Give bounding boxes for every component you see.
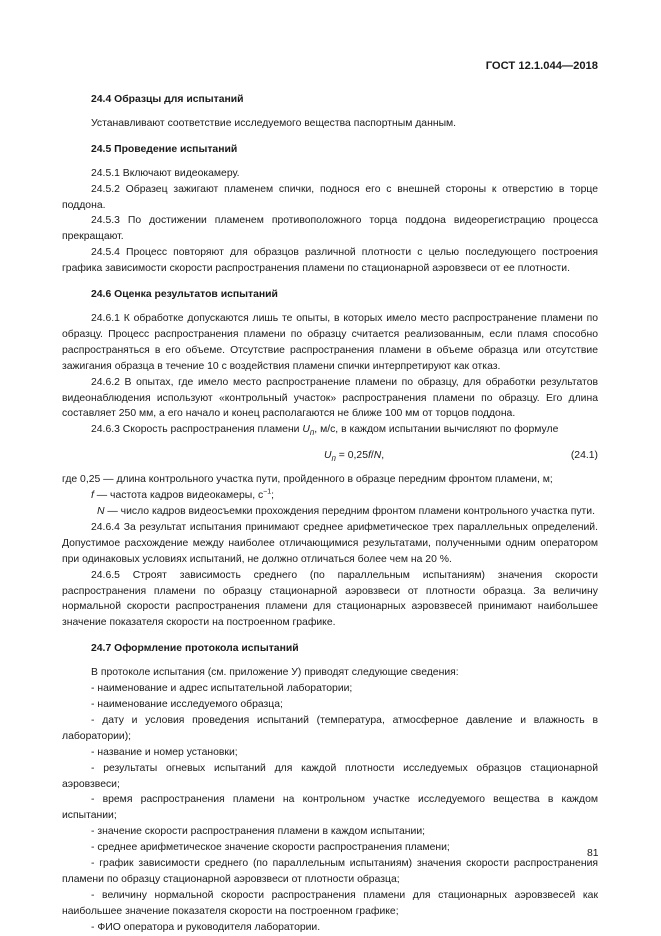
variable: U (302, 424, 310, 436)
formula-lhs-subscript: п (331, 454, 336, 464)
definition-where: где 0,25 — длина контрольного участка пути, пройденного в образце передним фронтом пламени, м; (62, 474, 553, 486)
document-header: ГОСТ 12.1.044—2018 (485, 60, 598, 72)
paragraph: 24.5.3 По достижении пламенем противоположного торца поддона видеорегистрацию процесса прекращают. (62, 215, 598, 243)
superscript: −1 (263, 488, 272, 496)
section-heading: 24.6 Оценка результатов испытаний (91, 289, 278, 301)
list-item: - результаты огневых испытаний для каждой плотности исследуемых образцов стационарной аэровзвеси; (62, 762, 598, 790)
variable: f (91, 490, 94, 502)
paragraph: 24.5.2 Образец зажигают пламенем спички, поднося его с внешней стороны к отверстию в торце поддона. (62, 183, 598, 211)
paragraph (62, 422, 598, 438)
list-item: - время распространения пламени на контрольном участке исследуемого вещества в каждом испытании; (62, 794, 598, 822)
list-item: - наименование исследуемого образца; (91, 699, 283, 710)
variable-subscript: п (309, 428, 315, 438)
paragraph: 24.6.2 В опытах, где имело место распространение пламени по образцу, для обработки результатов видеонаблюдения используют «контрольный участок» распространения пламени по образцу. Его длина составляет 250 мм, а его начало и конец располагаются не ближе 100 мм от торцов поддона. (62, 376, 598, 420)
paragraph: 24.6.5 Строят зависимость среднего (по параллельным испытаниям) значения скорости распространения пламени по образцу стационарной аэровзвеси от плотности образца. За величину нормальной скорости распространения пламени для стационарных аэровзвесей принимают наибольшее значение показателя скорости на построенном графике. (62, 569, 598, 629)
page-number: 81 (587, 848, 599, 859)
text-span: ; (271, 490, 275, 502)
requirements-list (62, 681, 598, 936)
definition-N (62, 504, 598, 520)
formula-lhs: U (324, 450, 332, 462)
formula-N: N (373, 450, 382, 462)
section-heading: 24.4 Образцы для испытаний (91, 94, 244, 105)
formula-24-1 (62, 444, 598, 466)
definition-f (62, 488, 598, 504)
formula-slash: / (370, 450, 374, 462)
paragraph: 24.6.4 За результат испытания принимают среднее арифметическое трех параллельных определений. Допустимое расхождение между наиболее отличающимися результатами, полученными одним оператором при одинаковых условиях испытаний, не должно отличаться более чем на 20 %. (62, 521, 598, 565)
text-span: — число кадров видеосъемки прохождения передним фронтом пламени контрольного участка пути. (104, 506, 595, 518)
list-item: - дату и условия проведения испытаний (температура, атмосферное давление и влажность в лаборатории); (62, 714, 598, 742)
paragraph: 24.6.1 К обработке допускаются лишь те опыты, в которых имело место распространение пламени по образцу. Процесс распространения пламени по образцу считается реализованным, если пламя способно распространяться в его объеме. Отсутствие распространения пламени в объеме образца или отсутствие зажигания образца в течение 10 с воздействия пламени спички интерпретируют как отказ. (62, 312, 598, 372)
formula-comma: , (381, 450, 385, 462)
paragraph: Устанавливают соответствие исследуемого вещества паспортным данным. (91, 117, 457, 129)
formula-equals: = 0,25 (335, 450, 368, 462)
paragraph: 24.5.4 Процесс повторяют для образцов различной плотности с целью последующего построения графика зависимости скорости распространения пламени по стационарной аэровзвеси от ее плотности. (62, 247, 598, 275)
list-item: - ФИО оператора и руководителя лаборатории. (91, 921, 321, 933)
text-span: 24.6.3 Скорость распространения пламени (91, 424, 303, 436)
formula-f: f (368, 450, 371, 462)
formula-number: (24.1) (570, 450, 598, 462)
document-body (62, 92, 598, 936)
list-item: - график зависимости среднего (по параллельным испытаниям) значения скорости распространения пламени по образцу стационарной аэровзвеси от плотности образца; (62, 858, 598, 885)
paragraph: 24.5.1 Включают видеокамеру. (91, 167, 240, 179)
variable: N (97, 506, 105, 518)
list-item: - наименование и адрес испытательной лаборатории; (91, 683, 353, 695)
section-heading: 24.5 Проведение испытаний (91, 143, 238, 155)
formula-expression (324, 448, 384, 464)
text-span: , м/с, в каждом испытании вычисляют по формуле (314, 424, 559, 436)
list-item: - величину нормальной скорости распространения пламени для стационарных аэровзвесей как наибольшее значение показателя скорости на построенном графике; (62, 889, 598, 917)
list-item: - название и номер установки; (91, 746, 238, 758)
paragraph: В протоколе испытания (см. приложение У) приводят следующие сведения: (91, 667, 459, 679)
text-span: — частота кадров видеокамеры, с (93, 490, 264, 502)
list-item: - значение скорости распространения пламени в каждом испытании; (91, 826, 426, 838)
section-heading: 24.7 Оформление протокола испытаний (91, 643, 299, 655)
list-item: - среднее арифметическое значение скорости распространения пламени; (91, 842, 450, 854)
